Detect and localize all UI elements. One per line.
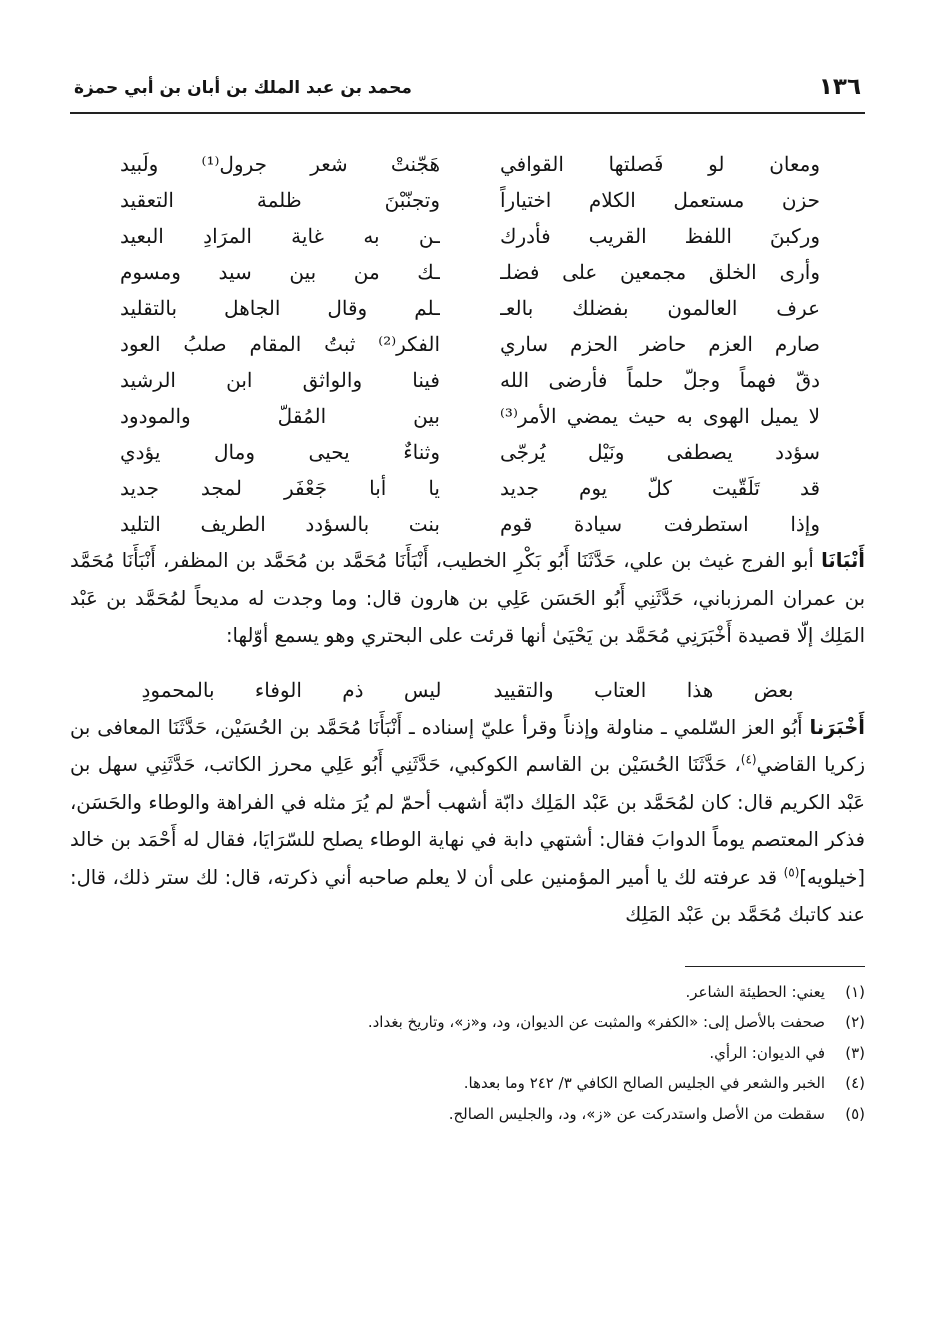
verse-second-hemistich: بين المُقلّ والمودود <box>120 404 440 428</box>
verse-first-hemistich: صارم العزم حاضر الحزم ساري <box>500 332 820 356</box>
running-head <box>70 60 865 114</box>
poem-verse <box>120 362 820 398</box>
verse-second-hemistich: هَجّنتْ شعر جرول⁽¹⁾ ولَبيد <box>120 152 440 176</box>
quoted-verse <box>70 671 865 709</box>
verse-second-hemistich: يا أبا جَعْفَر لمجد جديد <box>120 476 440 500</box>
paragraph-lead-word: أَنْبَانَا <box>821 549 865 572</box>
paragraph-lead-word: أَخْبَرَنا <box>809 715 865 739</box>
poem-verse <box>120 290 820 326</box>
verse-first-hemistich: حزن مستعمل الكلام اختياراً <box>500 188 820 212</box>
footnote-number: (٣) <box>845 1043 865 1062</box>
quoted-verse-first-hemistich: بعض هذا العتاب والتقييد <box>493 677 794 702</box>
poem-verse <box>120 470 820 506</box>
quoted-verse-second-hemistich: ليس ذم الوفاء بالمحمودِ <box>141 677 442 702</box>
footnote <box>70 1099 865 1130</box>
paragraph-text-part-a: أَبُو العز السّلمي ـ مناولة وإذناً وقرأ عليّ إسناده ـ أَنْبَأَنَا مُحَمَّد بن الحُسَيْن، حَدَّثَنَا المعافى بن زكريا القاضي <box>70 715 865 776</box>
running-head-title: محمد بن عبد الملك بن أبان بن أبي حمزة <box>74 78 412 98</box>
footnote-number: (٥) <box>845 1104 865 1123</box>
verse-second-hemistich: ـن به غاية المرَادِ البعيد <box>120 224 440 248</box>
page-number: ١٣٦ <box>818 74 861 100</box>
paragraph-anbana <box>70 542 865 655</box>
footnote-number: (٤) <box>845 1074 865 1092</box>
poem-verse <box>120 218 820 254</box>
footnote-text: الخبر والشعر في الجليس الصالح الكافي ٣/ ٢٤٢ وما بعدها. <box>463 1074 825 1092</box>
footnote <box>70 977 865 1008</box>
poem-verse <box>120 182 820 218</box>
verse-second-hemistich: ـك من بين سيد ومسوم <box>120 260 440 284</box>
book-page <box>70 60 865 1129</box>
verse-first-hemistich: ومعان لو فَصلتها القوافي <box>500 152 820 176</box>
footnote-number: (١) <box>845 982 865 1001</box>
footnote <box>70 1068 865 1099</box>
verse-first-hemistich: وأرى الخلق مجمعين على فضلـ <box>500 260 820 284</box>
poem-verse <box>120 506 820 542</box>
paragraph-text-part-c: قد عرفته لك يا أمير المؤمنين على أن لا يعلم صاحبه أني ذكرته، قال: لك ستر ذلك، قال: عند كاتبك مُحَمَّد بن عَبْد المَلِك <box>70 865 865 926</box>
paragraph-text-part-b: ، حَدَّثَنَا الحُسَيْن بن القاسم الكوكبي، حَدَّثَنِي أَبُو عَلِي محرز الكاتب، حَدَّثَنِي سهل بن عَبْد الكريم قال: كان لمُحَمَّد بن عَبْد المَلِك دابّة أشهب أحمّ لم يُرَ مثله في الفراهة والوطاء والحَسَن، فذكر المعتصم يوماً الدوابَ فقال: أشتهي دابة في نهاية الوطاء يصلح للسّرَايَا، فقال له أَحْمَد بن خالد [خيلويه] <box>70 753 865 889</box>
footnote <box>70 1038 865 1069</box>
verse-first-hemistich: سؤدد يصطفى ونَيْل يُرجّى <box>500 440 820 464</box>
footnote-text: في الديوان: الرأي. <box>709 1043 825 1062</box>
verse-second-hemistich: الفكر⁽²⁾ ثبتُ المقام صلبُ العود <box>120 332 440 356</box>
poem <box>70 146 865 542</box>
footnote-text: يعني: الحطيئة الشاعر. <box>685 982 825 1001</box>
verse-first-hemistich: وركبنَ اللفظ القريب فأدرك <box>500 224 820 248</box>
footnote-ref-5: (٥) <box>783 865 800 879</box>
footnote-number: (٢) <box>845 1013 865 1031</box>
poem-verse <box>120 434 820 470</box>
verse-second-hemistich: بنت بالسؤدد الطريف التليد <box>120 512 440 536</box>
footnote <box>70 1007 865 1038</box>
verse-first-hemistich: عرف العالمون بفضلك بالعـ <box>500 296 820 320</box>
poem-verse <box>120 146 820 182</box>
footnote-text: صحفت بالأصل إلى: «الكفر» والمثبت عن الديوان، ود، و«ز»، وتاريخ بغداد. <box>367 1013 825 1031</box>
verse-second-hemistich: ـلم وقال الجاهل بالتقليد <box>120 296 440 320</box>
footnotes <box>70 977 865 1130</box>
verse-first-hemistich: قد تَلَقّيت كلّ يوم جديد <box>500 476 820 500</box>
poem-verse <box>120 398 820 434</box>
verse-second-hemistich: وثناءٌ يحيى ومال يؤدي <box>120 440 440 464</box>
verse-first-hemistich: لا يميل الهوى به حيث يمضي الأمر⁽³⁾ <box>500 404 820 428</box>
verse-first-hemistich: دقّ فهماً وجلّ حلماً فأرضى الله <box>500 368 820 392</box>
verse-second-hemistich: وتجنّبْنَ ظلمة التعقيد <box>120 188 440 212</box>
footnote-text: سقطت من الأصل واستدركت عن «ز»، ود، والجليس الصالح. <box>448 1104 825 1123</box>
footnote-ref-4: (٤) <box>740 752 757 767</box>
verse-first-hemistich: وإذا استطرفت سيادة قوم <box>500 512 820 536</box>
footnote-divider <box>685 966 865 967</box>
poem-verse <box>120 254 820 290</box>
verse-second-hemistich: فينا والواثق ابن الرشيد <box>120 368 440 392</box>
paragraph-akhbarana <box>70 709 865 934</box>
paragraph-text: أبو الفرج غيث بن علي، حَدَّثَنَا أَبُو بَكْرِ الخطيب، أَنْبَأَنَا مُحَمَّد بن مُحَمَّد بن المظفر، أَنْبَأَنَا مُحَمَّد بن عمران المرزباني، حَدَّثَنِي أَبُو الحَسَن عَلِي بن هارون قال: وما وجدت له مديحاً لمُحَمَّد بن عَبْد المَلِك إلّا قصيدة أَخْبَرَنِي مُحَمَّد بن يَحْيَىٰ أنها قرئت على البحتري وهو يسمع أوّلها: <box>70 549 865 647</box>
poem-verse <box>120 326 820 362</box>
